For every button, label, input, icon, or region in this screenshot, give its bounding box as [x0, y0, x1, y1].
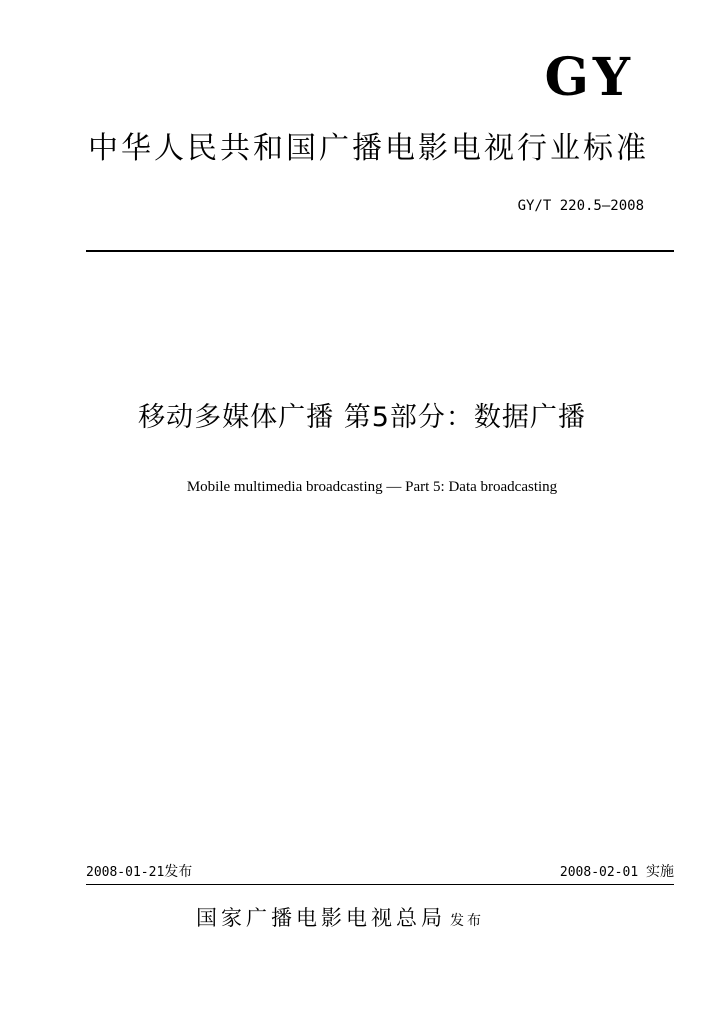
standard-number: GY/T 220.5—2008 — [517, 198, 644, 214]
gy-logo: GY — [544, 47, 634, 108]
issue-label: 发布 — [164, 864, 193, 880]
publisher-line — [196, 908, 484, 929]
industry-standard-title: 中华人民共和国广播电影电视行业标准 — [88, 131, 649, 166]
publisher-name: 国家广播电影电视总局 — [196, 906, 446, 930]
publisher-action: 发布 — [450, 913, 484, 929]
issue-date: 2008-01-21 — [86, 865, 165, 880]
bottom-divider — [86, 884, 674, 885]
implementation-date: 2008-02-01 — [559, 865, 639, 880]
top-divider — [86, 250, 674, 252]
implementation-label: 实施 — [646, 864, 674, 880]
issue-date-line — [86, 865, 192, 879]
document-title-english: Mobile multimedia broadcasting — Part 5: Data broadcasting — [186, 479, 558, 495]
document-title-chinese: 移动多媒体广播 第5部分：数据广播 — [138, 402, 586, 433]
implementation-date-line — [560, 865, 674, 879]
